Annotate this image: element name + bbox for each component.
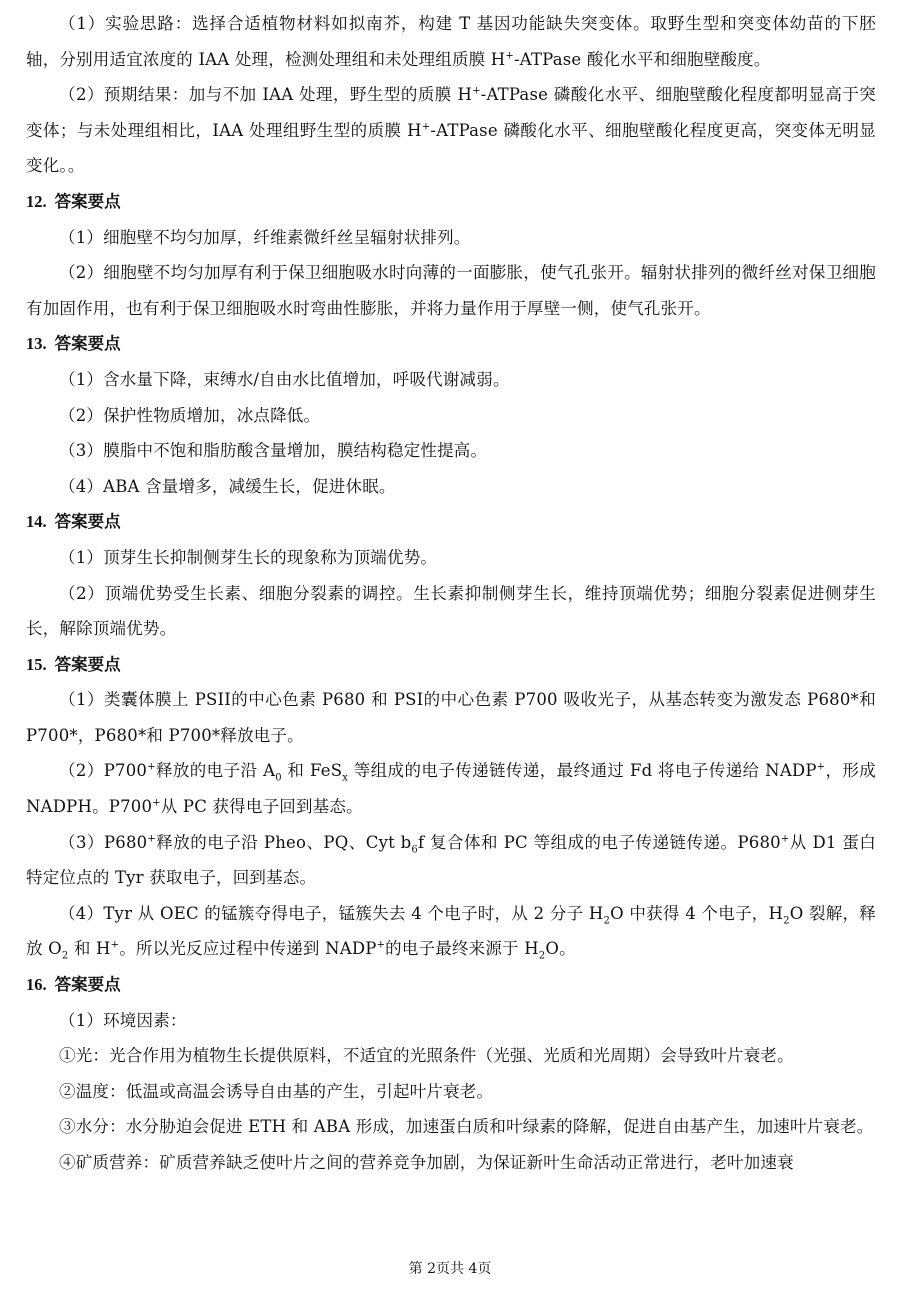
paragraph: （4）ABA 含量增多，减缓生长，促进休眠。 [59, 476, 396, 496]
paragraph: （2）P700+释放的电子沿 $A_0$ 和 FeS$_x$ 等组成的电子传递链传递，最终通过 Fd 将电子传递给 NADP+，形成 NADPH。P700+从 PC 获得电子回到基态。 [26, 761, 877, 817]
paragraph: （2）保护性物质增加，冰点降低。 [59, 405, 321, 425]
paragraph: （4）Tyr 从 OEC 的锰簇夺得电子，锰簇失去 4 个电子时，从 2 分子 $H_2O$ 中获得 4 个电子，$H_2O$ 裂解，释放 $O_2$ 和 H+。所以光反应过程中传递到 NADP+的电子最终来源于 $H_2O$。 [26, 903, 877, 962]
paragraph: （1）环境因素： [59, 1010, 187, 1030]
paragraph: （3）膜脂中不饱和脂肪酸含量增加，膜结构稳定性提高。 [59, 441, 488, 461]
paragraph: （1）类囊体膜上 PSII的中心色素 P680 和 PSI的中心色素 P700 吸收光子，从基态转变为激发态 P680*和 P700*，P680*和 P700*释放电子。 [26, 690, 876, 745]
paragraph: ④矿质营养：矿质营养缺乏使叶片之间的营养竞争加剧，为保证新叶生命活动正常进行，老叶加速衰 [59, 1153, 794, 1172]
section-heading: 14. 答案要点 [26, 512, 121, 532]
paragraph: （1）顶芽生长抑制侧芽生长的现象称为顶端优势。 [59, 547, 438, 567]
paragraph: ①光：光合作用为植物生长提供原料，不适宜的光照条件（光强、光质和光周期）会导致叶片衰老。 [59, 1046, 794, 1066]
paragraph: （1）细胞壁不均匀加厚，纤维素微纤丝呈辐射状排列。 [59, 227, 471, 247]
section-heading: 16. 答案要点 [26, 975, 121, 995]
paragraph: （1）含水量下降，束缚水/自由水比值增加，呼吸代谢减弱。 [59, 369, 510, 389]
paragraph: （2）细胞壁不均匀加厚有利于保卫细胞吸水时向薄的一面膨胀，使气孔张开。辐射状排列的微纤丝对保卫细胞有加固作用，也有利于保卫细胞吸水时弯曲性膨胀，并将力量作用于厚壁一侧，使气孔张开。 [26, 263, 876, 318]
section-heading: 13. 答案要点 [26, 334, 121, 354]
paragraph: （2）预期结果：加与不加 IAA 处理，野生型的质膜 H+-ATPase 磷酸化水平、细胞壁酸化程度都明显高于突变体；与未处理组相比，IAA 处理组野生型的质膜 H+-ATPase 磷酸化水平、细胞壁酸化程度更高，突变体无明显变化。。 [26, 85, 876, 176]
paragraph: （2）顶端优势受生长素、细胞分裂素的调控。生长素抑制侧芽生长，维持顶端优势；细胞分裂素促进侧芽生长，解除顶端优势。 [26, 583, 876, 639]
paragraph: （3）P680+释放的电子沿 Pheo、PQ、Cyt $b_6f$ 复合体和 PC 等组成的电子传递链传递。P680+从 D1 蛋白特定位点的 Tyr 获取电子，回到基态。 [26, 832, 876, 888]
section-heading: 15. 答案要点 [26, 654, 121, 674]
paragraph: （1）实验思路：选择合适植物材料如拟南芥，构建 T 基因功能缺失突变体。取野生型和突变体幼苗的下胚轴，分别用适宜浓度的 IAA 处理，检测处理组和未处理组质膜 H+-ATPase 酸化水平和细胞壁酸度。 [26, 14, 876, 69]
paragraph: ②温度：低温或高温会诱导自由基的产生，引起叶片衰老。 [59, 1081, 494, 1101]
section-heading: 12. 答案要点 [26, 191, 121, 211]
paragraph: ③水分：水分胁迫会促进 ETH 和 ABA 形成，加速蛋白质和叶绿素的降解，促进自由基产生，加速叶片衰老。 [59, 1117, 874, 1137]
document-body [26, 6, 876, 1181]
page-footer: 第 2页共 4页 [408, 1261, 492, 1277]
